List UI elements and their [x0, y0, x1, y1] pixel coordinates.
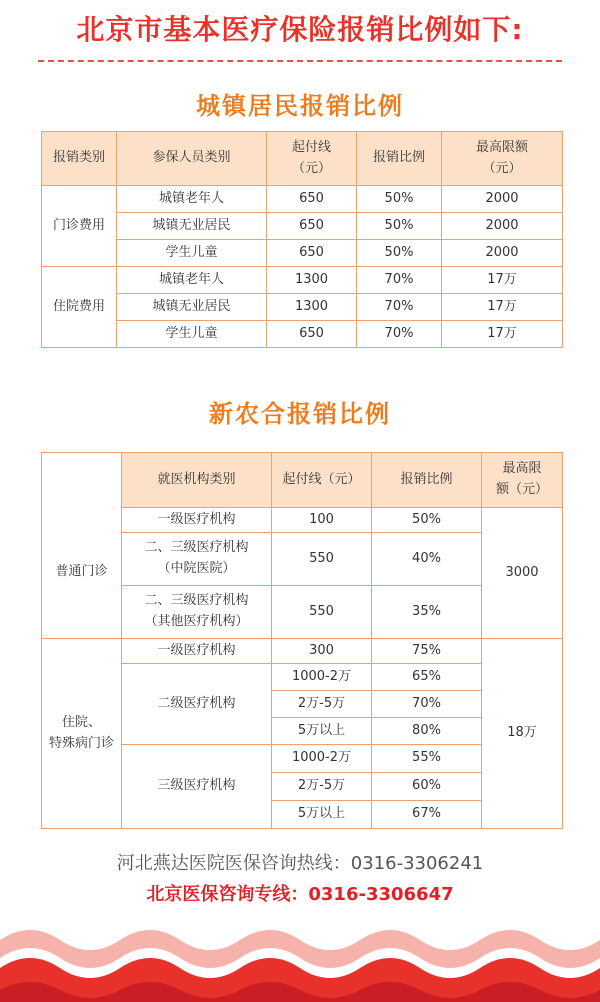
blank-header-cell — [42, 453, 122, 508]
table-row — [42, 186, 563, 213]
table-row — [42, 321, 563, 348]
consult-hotline-text: 北京医保咨询专线：0316-3306647 — [146, 884, 454, 905]
header-max-limit: 最高限 额（元） — [482, 453, 563, 508]
cell: 75% — [372, 639, 482, 664]
hotline-text: 河北燕达医院医保咨询热线：0316-3306241 — [116, 853, 484, 874]
cell: 二、三级医疗机构 （其他医疗机构） — [122, 586, 272, 639]
cell: 35% — [372, 586, 482, 639]
cell: 城镇老年人 — [117, 186, 267, 213]
dashed-divider — [38, 60, 562, 62]
cell: 650 — [267, 240, 357, 267]
cell: 80% — [372, 718, 482, 745]
cell: 2万-5万 — [272, 691, 372, 718]
header-threshold: 起付线（元） — [272, 453, 372, 508]
urban-section-title: 城镇居民报销比例 — [196, 92, 404, 120]
cell: 70% — [357, 267, 442, 294]
cell: 城镇无业居民 — [117, 213, 267, 240]
table-row — [42, 508, 563, 533]
cell: 55% — [372, 745, 482, 773]
cell: 650 — [267, 186, 357, 213]
urban-table — [41, 131, 563, 348]
header-facility-type: 就医机构类别 — [122, 453, 272, 508]
cell: 三级医疗机构 — [122, 745, 272, 829]
cell: 学生儿童 — [117, 240, 267, 267]
cell: 17万 — [442, 294, 563, 321]
header-category: 报销类别 — [42, 132, 117, 186]
cell: 550 — [272, 586, 372, 639]
cell: 650 — [267, 321, 357, 348]
header-insured-type: 参保人员类别 — [117, 132, 267, 186]
cell: 1000-2万 — [272, 745, 372, 773]
table-row — [42, 294, 563, 321]
cell: 2000 — [442, 213, 563, 240]
limit-cell: 18万 — [482, 639, 563, 829]
main-title: 北京市基本医疗保险报销比例如下: — [76, 13, 524, 46]
cell: 2万-5万 — [272, 773, 372, 801]
cell: 70% — [357, 321, 442, 348]
cell: 17万 — [442, 267, 563, 294]
cell: 5万以上 — [272, 801, 372, 829]
cell: 70% — [357, 294, 442, 321]
cell: 5万以上 — [272, 718, 372, 745]
cell: 二级医疗机构 — [122, 664, 272, 745]
cell: 一级医疗机构 — [122, 639, 272, 664]
category-cell: 住院、 特殊病门诊 — [42, 639, 122, 829]
category-cell: 门诊费用 — [42, 186, 117, 267]
table-row — [42, 213, 563, 240]
cell: 1300 — [267, 267, 357, 294]
cell: 300 — [272, 639, 372, 664]
cell: 2000 — [442, 186, 563, 213]
cell: 65% — [372, 664, 482, 691]
cell: 40% — [372, 533, 482, 586]
category-cell: 住院费用 — [42, 267, 117, 348]
cell: 二、三级医疗机构 （中院医院） — [122, 533, 272, 586]
rural-table — [41, 452, 563, 829]
cell: 50% — [357, 240, 442, 267]
header-ratio: 报销比例 — [357, 132, 442, 186]
table-row — [42, 267, 563, 294]
cell: 50% — [357, 213, 442, 240]
cell: 2000 — [442, 240, 563, 267]
cell: 650 — [267, 213, 357, 240]
cell: 550 — [272, 533, 372, 586]
cell: 60% — [372, 773, 482, 801]
cell: 1000-2万 — [272, 664, 372, 691]
cell: 70% — [372, 691, 482, 718]
cell: 1300 — [267, 294, 357, 321]
category-cell: 普通门诊 — [42, 508, 122, 639]
header-threshold: 起付线 （元） — [267, 132, 357, 186]
decorative-wave-footer — [0, 910, 600, 1002]
header-ratio: 报销比例 — [372, 453, 482, 508]
table-row — [42, 639, 563, 664]
cell: 50% — [357, 186, 442, 213]
cell: 67% — [372, 801, 482, 829]
limit-cell: 3000 — [482, 508, 563, 639]
header-max-limit: 最高限额 （元） — [442, 132, 563, 186]
table-row — [42, 240, 563, 267]
cell: 100 — [272, 508, 372, 533]
cell: 学生儿童 — [117, 321, 267, 348]
cell: 17万 — [442, 321, 563, 348]
cell: 一级医疗机构 — [122, 508, 272, 533]
cell: 50% — [372, 508, 482, 533]
cell: 城镇老年人 — [117, 267, 267, 294]
cell: 城镇无业居民 — [117, 294, 267, 321]
rural-section-title: 新农合报销比例 — [209, 400, 391, 428]
